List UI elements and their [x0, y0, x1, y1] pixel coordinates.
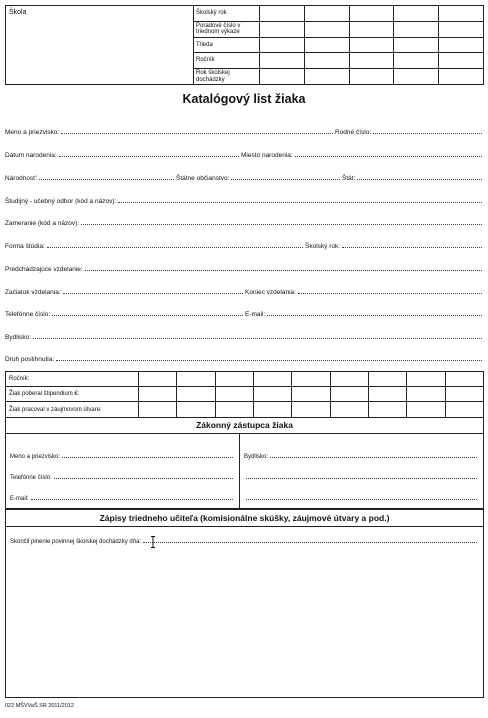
table-cell[interactable] — [177, 387, 215, 401]
table-cell[interactable] — [177, 402, 215, 417]
header-cell[interactable] — [260, 53, 305, 68]
field-row-predchadzajuce — [5, 261, 484, 273]
field-row-telefon — [5, 306, 484, 318]
header-cell[interactable] — [305, 38, 350, 53]
guardian-address-field-3[interactable] — [246, 499, 477, 500]
header-label: Rok školskej dochádzky — [194, 69, 260, 84]
table-row-label: Ročník: — [6, 372, 139, 386]
table-cell[interactable] — [369, 387, 407, 401]
teacher-notes-heading: Zápisy triedneho učiteľa (komisionálne skúšky, záujmové útvary a pod.) — [6, 510, 483, 527]
header-cell[interactable] — [305, 6, 350, 21]
footer-code: 022 MŠVVaŠ SR 2011/2012 — [5, 703, 74, 709]
header-cell[interactable] — [350, 53, 395, 68]
druh-postihnutia-field[interactable] — [56, 360, 482, 361]
zaciatok-field[interactable] — [63, 293, 243, 294]
page-title: Katalógový list žiaka — [182, 92, 306, 106]
table-cell[interactable] — [254, 387, 292, 401]
guardian-address-field[interactable] — [270, 457, 477, 458]
zaciatok-label: Začiatok vzdelania: — [5, 289, 61, 296]
field-row-forma — [5, 238, 484, 250]
header-cell[interactable] — [260, 69, 305, 84]
header-cell[interactable] — [260, 22, 305, 37]
guardian-address-row-3 — [244, 492, 479, 502]
table-cell[interactable] — [369, 372, 407, 386]
rocnik-table — [5, 371, 484, 418]
header-cell[interactable] — [350, 69, 395, 84]
meno-field[interactable] — [61, 133, 333, 134]
header-cell[interactable] — [394, 69, 439, 84]
forma-studia-label: Forma štúdia: — [5, 243, 45, 250]
email-field[interactable] — [267, 315, 482, 316]
stat-label: Štát: — [342, 175, 356, 182]
header-cell[interactable] — [350, 38, 395, 53]
header-cell[interactable] — [439, 38, 483, 53]
table-row — [6, 387, 483, 402]
rodne-cislo-label: Rodné číslo: — [335, 129, 372, 136]
header-cell[interactable] — [439, 69, 483, 84]
statne-obcianstvo-field[interactable] — [231, 179, 340, 180]
table-cell[interactable] — [446, 387, 483, 401]
school-field[interactable] — [6, 6, 194, 84]
koniec-label: Koniec vzdelania: — [245, 289, 296, 296]
field-row-datum — [5, 147, 484, 159]
guardian-address-field-2[interactable] — [246, 478, 477, 479]
telefon-label: Telefónne číslo: — [5, 311, 51, 318]
guardian-left-column — [6, 434, 240, 508]
table-row-label: Žiak poberal štipendium €: — [6, 387, 139, 401]
header-cell[interactable] — [394, 22, 439, 37]
table-row — [6, 402, 483, 417]
narodnost-field[interactable] — [39, 179, 174, 180]
field-row-zameranie — [5, 215, 484, 227]
datum-narodenia-label: Dátum narodenia: — [5, 152, 57, 159]
table-row-label: Žiak pracoval v záujmovom útvare: — [6, 402, 139, 417]
bydlisko-field[interactable] — [33, 338, 482, 339]
koniec-field[interactable] — [298, 293, 482, 294]
studijny-odbor-field[interactable] — [118, 202, 482, 203]
rodne-cislo-field[interactable] — [373, 133, 482, 134]
guardian-email-field[interactable] — [31, 499, 233, 500]
table-cell[interactable] — [407, 402, 445, 417]
field-row-odbor — [5, 193, 484, 205]
zameranie-label: Zameranie (kód a názov): — [5, 220, 80, 227]
header-cell[interactable] — [439, 6, 483, 21]
header-row-trieda — [194, 38, 483, 54]
druh-postihnutia-label: Druh postihnutia: — [5, 356, 55, 363]
teacher-notes-line — [10, 535, 479, 545]
guardian-name-field[interactable] — [62, 457, 233, 458]
header-label: Ročník — [194, 53, 260, 68]
bydlisko-label: Bydlisko: — [5, 334, 32, 341]
email-label: E-mail: — [245, 311, 266, 318]
table-cell[interactable] — [292, 402, 330, 417]
guardian-phone-label: Telefónne číslo: — [10, 475, 52, 481]
guardian-phone-field[interactable] — [54, 478, 233, 479]
header-cell[interactable] — [394, 53, 439, 68]
table-cell[interactable] — [407, 372, 445, 386]
guardian-name-row — [10, 450, 235, 460]
table-cell[interactable] — [292, 372, 330, 386]
guardian-address-label: Bydlisko: — [244, 454, 269, 460]
table-cell[interactable] — [331, 372, 369, 386]
header-row-skolsky-rok — [194, 6, 483, 22]
guardian-heading: Zákonný zástupca žiaka — [6, 418, 483, 434]
field-row-zaciatok — [5, 284, 484, 296]
meno-label: Meno a priezvisko: — [5, 129, 60, 136]
table-row — [6, 372, 483, 387]
narodnost-label: Národnosť: — [5, 175, 38, 182]
table-cell[interactable] — [254, 402, 292, 417]
table-cell[interactable] — [216, 402, 254, 417]
guardian-right-column — [240, 434, 483, 508]
header-table — [5, 5, 484, 85]
header-cell[interactable] — [305, 53, 350, 68]
header-cell[interactable] — [350, 6, 395, 21]
field-row-meno — [5, 124, 484, 136]
guardian-email-label: E-mail: — [10, 496, 29, 502]
stat-field[interactable] — [357, 179, 482, 180]
header-cell[interactable] — [305, 69, 350, 84]
table-cell[interactable] — [254, 372, 292, 386]
header-row-poradove-cislo — [194, 22, 483, 38]
table-cell[interactable] — [446, 402, 483, 417]
field-row-bydlisko — [5, 329, 484, 341]
telefon-field[interactable] — [52, 315, 243, 316]
header-row-rocnik — [194, 53, 483, 69]
table-cell[interactable] — [407, 387, 445, 401]
header-cell[interactable] — [439, 53, 483, 68]
zameranie-field[interactable] — [81, 224, 482, 225]
guardian-address-row — [244, 450, 479, 460]
header-cell[interactable] — [305, 22, 350, 37]
studijny-odbor-label: Študijný - učebný odbor (kód a názov): — [5, 198, 117, 205]
text-cursor-icon — [150, 536, 156, 548]
table-cell[interactable] — [216, 387, 254, 401]
table-cell[interactable] — [446, 372, 483, 386]
predchadzajuce-field[interactable] — [85, 270, 482, 271]
guardian-phone-row — [10, 471, 235, 481]
teacher-notes-label: Skončil plnenie povinnej školskej dochádzky dňa: — [10, 539, 142, 545]
header-cell[interactable] — [439, 22, 483, 37]
header-row-rok-dochadzky — [194, 69, 483, 84]
header-label: Poradové číslo v triednom výkaze — [194, 22, 260, 37]
header-cell[interactable] — [260, 38, 305, 53]
school-label: Škola — [9, 9, 27, 16]
guardian-name-label: Meno a priezvisko: — [10, 454, 61, 460]
header-label: Školský rok — [194, 6, 260, 21]
guardian-address-row-2 — [244, 471, 479, 481]
teacher-notes-field[interactable] — [143, 542, 477, 543]
miesto-narodenia-field[interactable] — [295, 156, 482, 157]
predchadzajuce-label: Predchádzajúce vzdelanie: — [5, 266, 83, 273]
forma-studia-field[interactable] — [47, 247, 303, 248]
header-cell[interactable] — [260, 6, 305, 21]
table-cell[interactable] — [177, 372, 215, 386]
table-cell[interactable] — [139, 372, 177, 386]
teacher-notes-section — [5, 509, 484, 698]
guardian-section — [5, 417, 484, 509]
table-cell[interactable] — [292, 387, 330, 401]
table-cell[interactable] — [331, 387, 369, 401]
table-cell[interactable] — [369, 402, 407, 417]
header-cell[interactable] — [350, 22, 395, 37]
header-label: Trieda — [194, 38, 260, 53]
field-row-narodnost — [5, 170, 484, 182]
skolsky-rok-field[interactable] — [342, 247, 482, 248]
datum-narodenia-field[interactable] — [59, 156, 239, 157]
table-cell[interactable] — [139, 402, 177, 417]
skolsky-rok-label: Školský rok: — [305, 243, 341, 250]
header-info — [194, 6, 483, 84]
statne-obcianstvo-label: Štátne občianstvo: — [176, 175, 230, 182]
miesto-narodenia-label: Miesto narodenia: — [241, 152, 293, 159]
field-row-postihnutie — [5, 351, 484, 363]
table-cell[interactable] — [216, 372, 254, 386]
guardian-email-row — [10, 492, 235, 502]
table-cell[interactable] — [139, 387, 177, 401]
header-cell[interactable] — [394, 38, 439, 53]
header-cell[interactable] — [394, 6, 439, 21]
table-cell[interactable] — [331, 402, 369, 417]
